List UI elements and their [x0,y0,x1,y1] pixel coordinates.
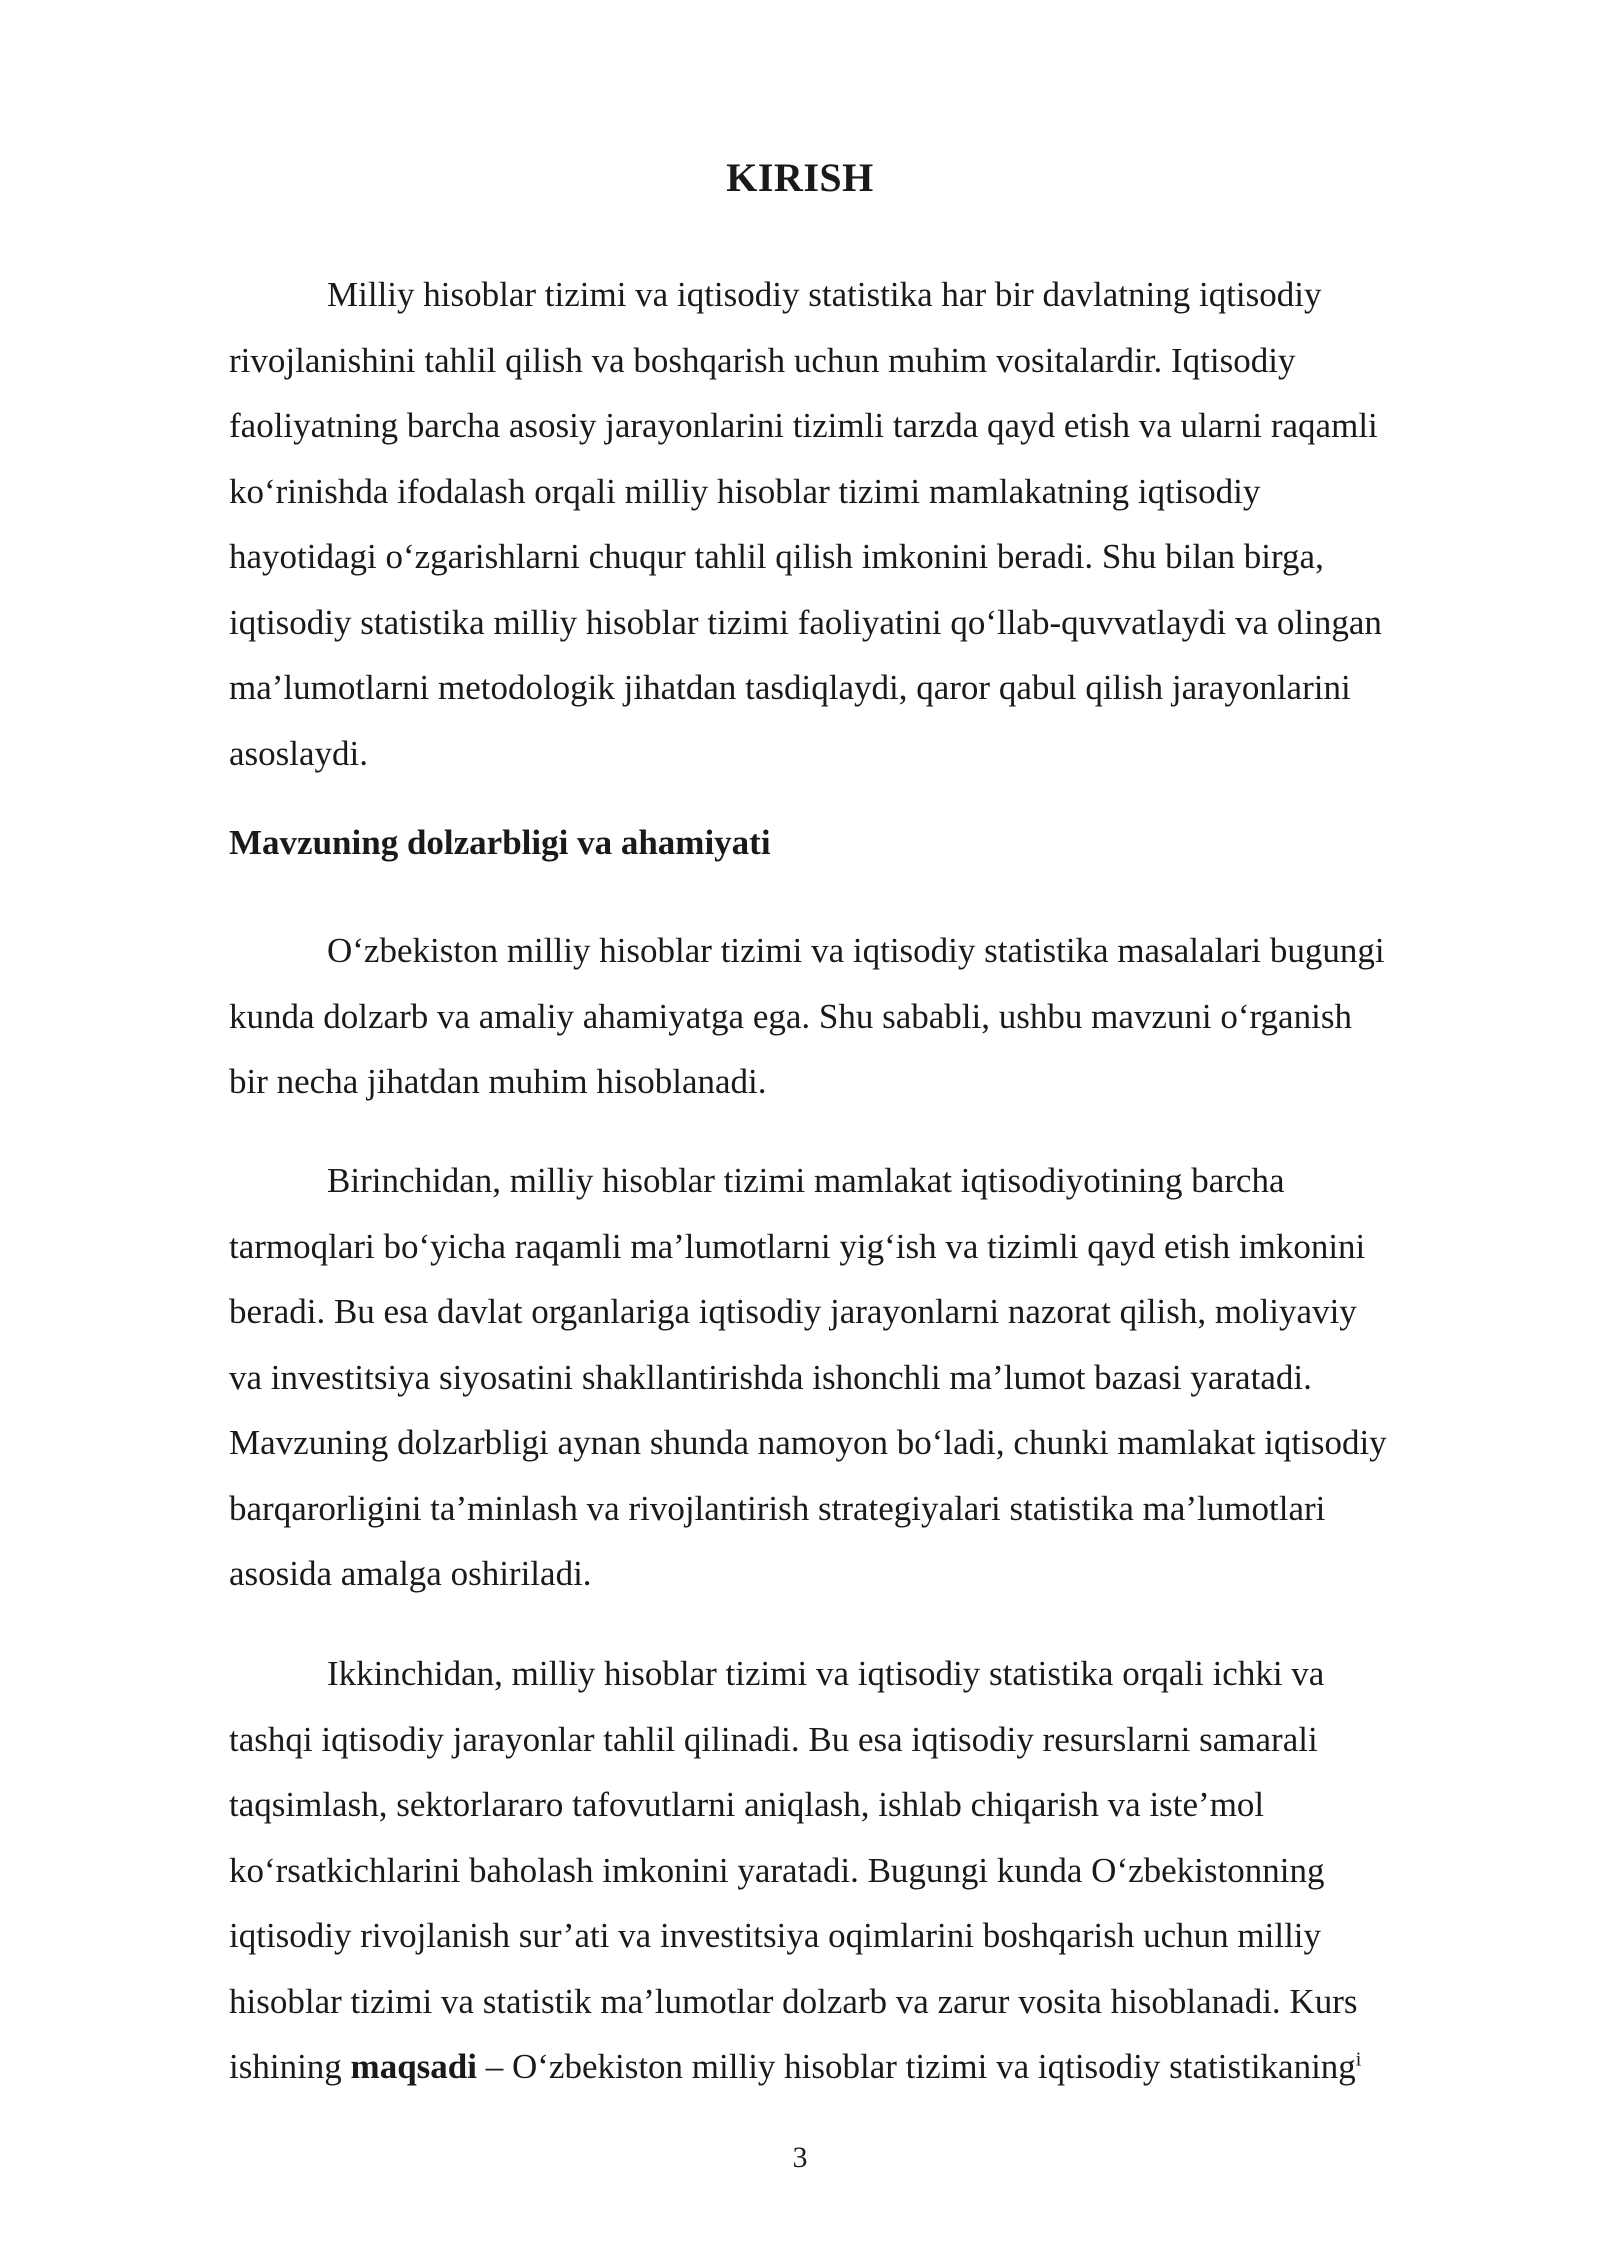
paragraph-line: beradi. Bu esa davlat organlariga iqtisodiy jarayonlarni nazorat qilish, moliyaviy [229,1292,1357,1331]
paragraph-second-reason [229,1641,1491,2100]
paragraph-line: asoslaydi. [229,733,369,773]
paragraph-line: barqarorligini ta’minlash va rivojlantirish strategiyalari statistika ma’lumotlari [229,1488,1326,1528]
paragraph-first-reason [229,1148,1491,1607]
paragraph-line: taqsimlash, sektorlararo tafovutlarni aniqlash, ishlab chiqarish va iste’mol [229,1785,1265,1824]
paragraph-line-last [229,2034,1491,2100]
paragraph-line: tarmoqlari bo‘yicha raqamli ma’lumotlarni yig‘ish va tizimli qayd etish imkonini [229,1226,1366,1266]
paragraph-line: Milliy hisoblar tizimi va iqtisodiy statistika har bir davlatning iqtisodiy [327,275,1322,314]
paragraph-intro [229,262,1491,786]
paragraph-line: ko‘rinishda ifodalash orqali milliy hisoblar tizimi mamlakatning iqtisodiy [229,471,1261,511]
line-suffix: – O‘zbekiston milliy hisoblar tizimi va iqtisodiy statistikaning [476,2047,1356,2086]
paragraph-relevance [229,918,1491,1115]
paragraph-line: hayotidagi o‘zgarishlarni chuqur tahlil qilish imkonini beradi. Shu bilan birga, [229,537,1324,576]
bold-term-maqsadi: maqsadi [350,2047,477,2086]
paragraph-line: bir necha jihatdan muhim hisoblanadi. [229,1062,767,1101]
paragraph-line: iqtisodiy statistika milliy hisoblar tizimi faoliyatini qo‘llab-quvvatlaydi va olingan [229,602,1382,642]
paragraph-line: faoliyatning barcha asosiy jarayonlarini tizimli tarzda qayd etish va ularni raqamli [229,406,1378,445]
paragraph-line: ma’lumotlarni metodologik jihatdan tasdiqlaydi, qaror qabul qilish jarayonlarini [229,668,1351,707]
paragraph-line: ko‘rsatkichlarini baholash imkonini yaratadi. Bugungi kunda O‘zbekistonning [229,1850,1325,1890]
paragraph-line: Mavzuning dolzarbligi aynan shunda namoyon bo‘ladi, chunki mamlakat iqtisodiy [229,1423,1387,1462]
paragraph-line: Ikkinchidan, milliy hisoblar tizimi va iqtisodiy statistika orqali ichki va [327,1654,1325,1693]
page-number: 3 [792,2141,808,2174]
section-heading: Mavzuning dolzarbligi va ahamiyati [229,823,771,862]
paragraph-line: rivojlanishini tahlil qilish va boshqarish uchun muhim vositalardir. Iqtisodiy [229,340,1296,380]
paragraph-line: tashqi iqtisodiy jarayonlar tahlil qilinadi. Bu esa iqtisodiy resurslarni samarali [229,1719,1318,1759]
footnote-marker[interactable]: i [1355,2048,1362,2071]
paragraph-line: va investitsiya siyosatini shakllantirishda ishonchli ma’lumot bazasi yaratadi. [229,1357,1312,1397]
line-prefix: ishining [229,2047,351,2086]
paragraph-line: kunda dolzarb va amaliy ahamiyatga ega. Shu sababli, ushbu mavzuni o‘rganish [229,996,1352,1036]
paragraph-line: Birinchidan, milliy hisoblar tizimi mamlakat iqtisodiyotining barcha [327,1161,1285,1200]
paragraph-line: hisoblar tizimi va statistik ma’lumotlar dolzarb va zarur vosita hisoblanadi. Kurs [229,1981,1358,2021]
page-title: KIRISH [726,155,874,200]
paragraph-line: O‘zbekiston milliy hisoblar tizimi va iqtisodiy statistika masalalari bugungi [327,931,1385,970]
paragraph-line: iqtisodiy rivojlanish sur’ati va investitsiya oqimlarini boshqarish uchun milliy [229,1916,1322,1955]
paragraph-line: asosida amalga oshiriladi. [229,1554,592,1593]
